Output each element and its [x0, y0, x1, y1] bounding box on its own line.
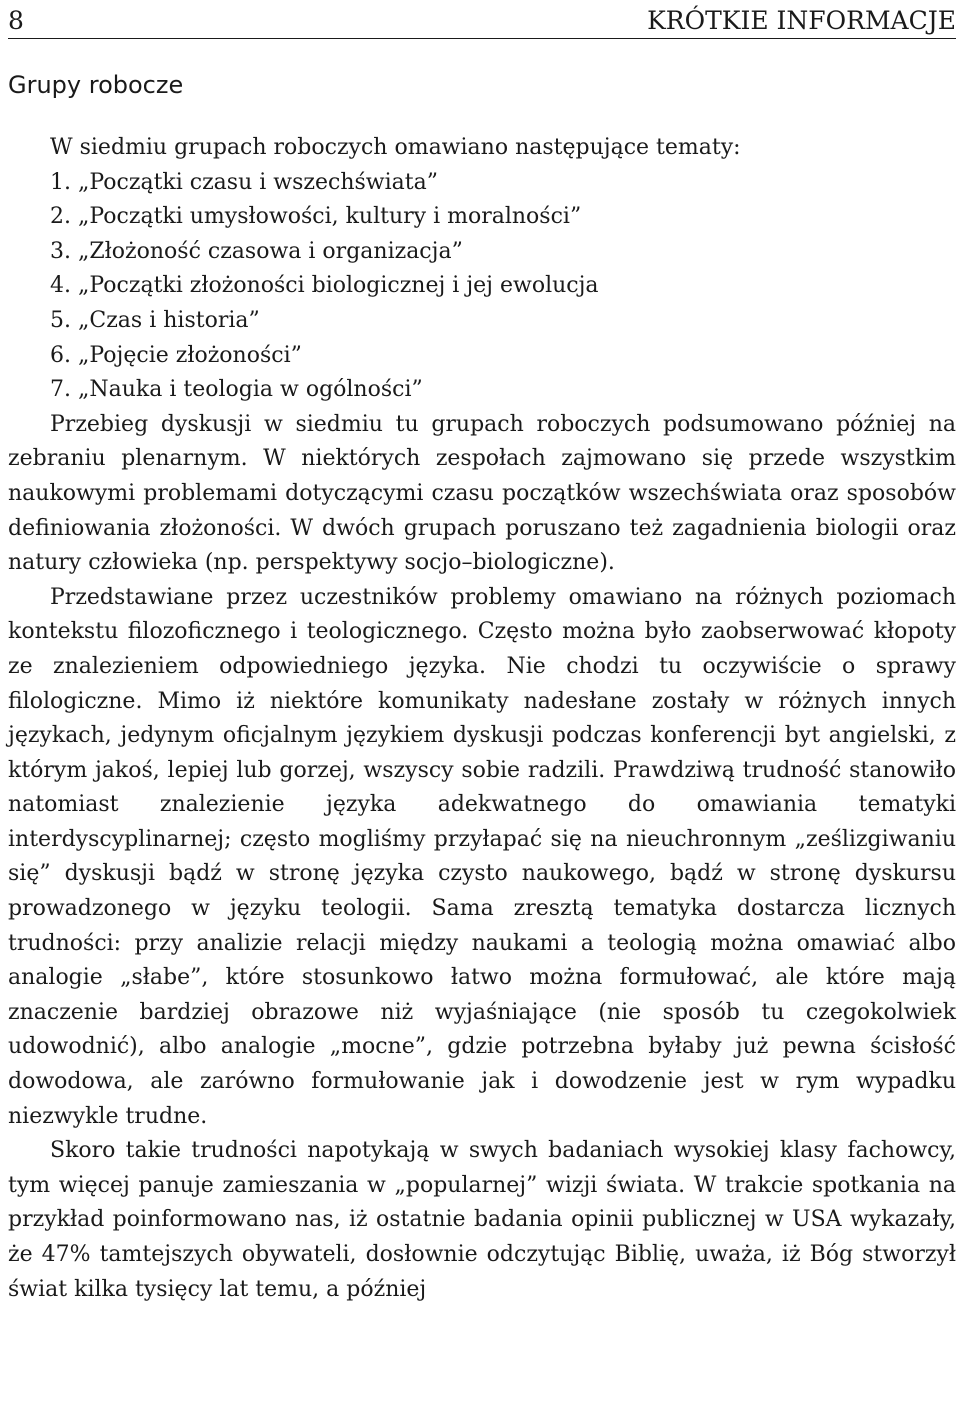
- list-item: 3. „Złożoność czasowa i organizacja”: [50, 238, 463, 264]
- paragraph: Przedstawiane przez uczestników problemy omawiano na różnych poziomach kontekstu filozoficznego i teologicznego. Często można było zaobserwować kłopoty ze znalezieniem odpowiedniego języka. Nie chodzi tu oczywiście o sprawy filologiczne. Mimo iż niektóre komunikaty nadesłane zostały w różnych innych językach, jedynym oficjalnym językiem dyskusji podczas konferencji byt angielski, z którym jakoś, lepiej lub gorzej, wszyscy sobie radzili. Prawdziwą trudność stanowiło natomiast znalezienie języka adekwatnego do omawiania tematyki interdyscyplinarnej; często mogliśmy przyłapać się na nieuchronnym „ześlizgiwaniu się” dyskusji bądź w stronę języka czysto naukowego, bądź w stronę dyskursu prowadzonego w języku teologii. Sama zresztą tematyka dostarcza licznych trudności: przy analizie relacji między naukami a teologią można omawiać albo analogie „słabe”, które stosunkowo łatwo można formułować, ale które mają znaczenie bardziej obrazowe niż wyjaśniające (nie sposób tu czegokolwiek udowodnić), albo analogie „mocne”, gdzie potrzebna byłaby już pewna ścisłość dowodowa, ale zarówno formułowanie jak i dowodzenie jest w rym wypadku niezwykle trudne.: [8, 584, 956, 1129]
- header-rule: [8, 38, 956, 39]
- list-item: 6. „Pojęcie złożoności”: [50, 342, 302, 368]
- list-item: 2. „Początki umysłowości, kultury i moralności”: [50, 204, 582, 230]
- list-item: 5. „Czas i historia”: [50, 307, 260, 333]
- intro-line: W siedmiu grupach roboczych omawiano następujące tematy:: [50, 135, 741, 160]
- body-text: [8, 131, 956, 1307]
- paragraph: Przebieg dyskusji w siedmiu tu grupach roboczych podsumowano później na zebraniu plenarnym. W niektórych zespołach zajmowano się przede wszystkim naukowymi problemami dotyczącymi czasu początków wszechświata oraz sposobów definiowania złożoności. W dwóch grupach poruszano też zagadnienia biologii oraz natury człowieka (np. perspektywy socjo–biologiczne).: [8, 411, 956, 576]
- list-item: 1. „Początki czasu i wszechświata”: [50, 169, 438, 195]
- list-item: 4. „Początki złożoności biologicznej i jej ewolucja: [50, 273, 599, 299]
- section-title: Grupy robocze: [8, 71, 184, 99]
- running-head: [8, 2, 956, 36]
- page-number: 8: [8, 6, 24, 35]
- topic-list: [8, 166, 956, 408]
- list-item: 7. „Nauka i teologia w ogólności”: [50, 377, 423, 403]
- running-title: KRÓTKIE INFORMACJE: [647, 6, 956, 35]
- paragraph: Skoro takie trudności napotykają w swych badaniach wysokiej klasy fachowcy, tym więcej panuje zamieszania w „popularnej” wizji świata. W trakcie spotkania na przykład poinformowano nas, iż ostatnie badania opinii publicznej w USA wykazały, że 47% tamtejszych obywateli, dosłownie odczytując Biblię, uważa, iż Bóg stworzył świat kilka tysięcy lat temu, a później: [8, 1138, 956, 1302]
